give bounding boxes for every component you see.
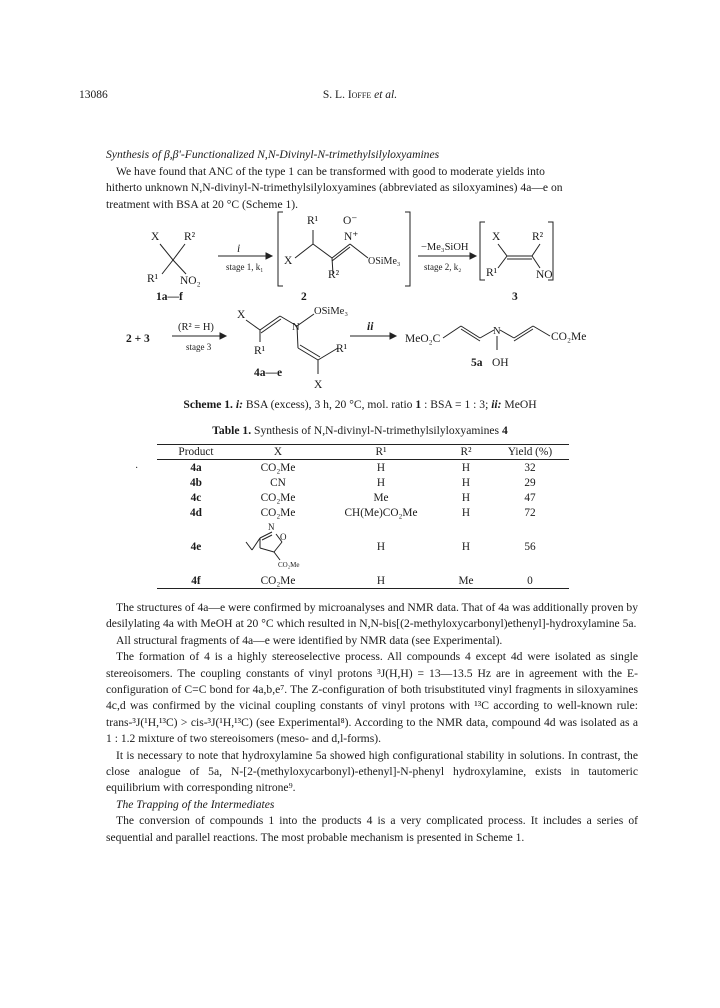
scheme-caption-one: 1 (415, 398, 422, 411)
scheme-1 (100, 208, 640, 394)
table-row (157, 505, 569, 520)
paragraph-structures: The structures of 4a—e were confirmed by microanalyses and NMR data. That of 4a was additionally proven by desilylating 4a with MeOH at 20 °C which resulted in N,N-bis[(2-methyloxycarbonyl)ethenyl]-hydroxylamine 5a. (106, 601, 638, 631)
c3-no: NO (536, 269, 553, 281)
scheme-caption-label: Scheme 1. (183, 398, 233, 411)
col-product: Product (157, 445, 235, 460)
scheme-caption-text1: BSA (excess), 3 h, 20 °C, mol. ratio (242, 398, 416, 411)
step-i: i (237, 243, 241, 255)
table-caption-text: Synthesis of N,N-divinyl-N-trimethylsilyloxyamines (251, 424, 502, 437)
intro-line-1: We have found that ANC of the type 1 can be transformed with good to moderate yields into (116, 165, 545, 178)
c4-x-bottom: X (314, 379, 323, 391)
c1-r2: R² (184, 231, 196, 243)
c2-nplus: N⁺ (344, 231, 359, 243)
col-yield: Yield (%) (491, 445, 569, 460)
stage3-condition: (R² = H) (178, 322, 214, 333)
table-row (157, 475, 569, 490)
compound-1-label: 1a—f (156, 291, 183, 303)
c1-x: X (151, 231, 160, 243)
cell-r2: H (461, 476, 471, 489)
cell-product: 4f (157, 573, 235, 589)
paragraph-conversion: The conversion of compounds 1 into the products 4 is a very complicated process. It includes a series of sequential and parallel reactions. The most probable mechanism is presented in Scheme 1. (106, 814, 638, 844)
cell-r1: CH(Me)CO₂Me (344, 506, 418, 519)
header-author: S. L. Ioffe (322, 89, 372, 101)
page-number: 13086 (79, 89, 108, 101)
compound-3-label: 3 (512, 291, 518, 303)
cell-x: CO₂Me (260, 461, 296, 474)
body-text (106, 600, 638, 846)
intro-paragraph (106, 164, 638, 213)
c3-r1: R¹ (486, 267, 498, 279)
scheme-caption-text2: : BSA = 1 : 3; (421, 398, 492, 411)
c2-r2: R² (328, 269, 340, 281)
stage2-label: stage 2, k₂ (424, 262, 462, 272)
stage3-label: stage 3 (186, 342, 212, 352)
scheme-1-drawing (100, 208, 640, 394)
c2-r1: R¹ (307, 215, 319, 227)
cell-product: 4d (190, 506, 202, 519)
isoxazoline-structure (238, 520, 318, 570)
cell-r2: H (461, 491, 471, 504)
compound-5a-label: 5a (471, 357, 483, 369)
c4-x-top: X (237, 309, 246, 321)
c2-x: X (284, 255, 293, 267)
c3-r2: R² (532, 231, 544, 243)
table-caption (0, 424, 720, 437)
struct-n: N (268, 522, 275, 532)
cell-r1: Me (373, 491, 389, 504)
scheme-caption-ii: ii: (491, 398, 502, 411)
margin-mark: · (135, 463, 139, 474)
cell-x: CO₂Me (260, 491, 296, 504)
compound-4-label: 4a—e (254, 367, 283, 379)
cell-r2: Me (441, 573, 491, 589)
paragraph-stereoselective: The formation of 4 is a highly stereoselective process. All compounds 4 except 4d were isolated as single stereoisomers. The coupling constants of vinyl protons ³J(H,H) = 13—13.5 Hz are in agreement with the E-configuration of C=C bond for 4a,b,e⁷. The Z-configuration of both trisubstituted vinyl fragments in siloxyamines 4c,d was confirmed by the vicinal coupling constants of vinyl protons with ¹³C according to well-known rule: trans-³J(¹H,¹³C) > cis-³J(¹H,¹³C) (see Experimental⁸). According to the NMR data, compound 4d was isolated as a 1 : 1.2 mixture of two stereoisomers (meso- and d,l-forms). (106, 650, 638, 746)
c5-oh: OH (492, 357, 509, 369)
paragraph-hydroxylamine: It is necessary to note that hydroxylamine 5a showed high configurational stability in solutions. In contrast, the close analogue of 5a, N-[2-(methyloxycarbonyl)-ethenyl]-N-phenyl hydroxylamine, exists in tautomeric equilibrium with corresponding nitrone⁹. (106, 748, 638, 795)
c4-r1-right: R¹ (336, 343, 348, 355)
c5-n: N (493, 326, 501, 337)
running-header (0, 89, 720, 101)
cell-yield: 47 (524, 491, 536, 504)
cell-product: 4a (190, 461, 202, 474)
subsection-title: The Trapping of the Intermediates (116, 797, 275, 811)
col-r2: R² (441, 445, 491, 460)
table-caption-label: Table 1. (212, 424, 252, 437)
scheme-caption-text3: MeOH (501, 398, 537, 411)
table-caption-num: 4 (501, 424, 508, 437)
me3sioh-label: −Me₃SiOH (421, 242, 469, 253)
two-plus-three: 2 + 3 (126, 333, 150, 345)
cell-yield: 29 (524, 476, 536, 489)
c5-meo2c: MeO₂C (405, 333, 441, 345)
step-ii: ii (367, 321, 374, 333)
table-row (157, 520, 569, 573)
compound-2-label: 2 (301, 291, 307, 303)
c3-x: X (492, 231, 501, 243)
cell-yield: 72 (524, 506, 536, 519)
table-row (157, 490, 569, 505)
c1-r1: R¹ (147, 273, 159, 285)
col-r1: R¹ (321, 445, 441, 460)
cell-yield: 32 (524, 461, 536, 474)
struct-co2me: CO₂Me (278, 561, 300, 569)
section-title: Synthesis of β,β'-Functionalized N,N-Divinyl-N-trimethylsilyloxyamines (106, 148, 440, 161)
c2-ominus: O⁻ (343, 215, 358, 227)
c1-no2: NO₂ (180, 275, 201, 287)
table-row (157, 573, 569, 589)
table-row (157, 460, 569, 476)
col-x: X (235, 445, 321, 460)
cell-yield: 0 (491, 573, 569, 589)
cell-product: 4e (190, 540, 202, 553)
cell-x: CN (270, 476, 286, 489)
header-etal: et al. (371, 89, 398, 101)
cell-r1: H (376, 476, 386, 489)
cell-r1: H (376, 540, 386, 553)
scheme-caption-i: i: (235, 398, 243, 411)
c4-osime3: OSiMe₃ (314, 306, 348, 317)
paragraph-fragments: All structural fragments of 4a—e were identified by NMR data (see Experimental). (116, 633, 503, 647)
scheme-caption (0, 398, 720, 411)
intro-line-2: hitherto unknown N,N-divinyl-N-trimethylsilyloxyamines (abbreviated as siloxyamines) 4a—e on (106, 181, 563, 195)
cell-r2: H (461, 506, 471, 519)
cell-product: 4c (190, 491, 202, 504)
cell-product: 4b (190, 476, 202, 489)
c2-osime3: OSiMe₃ (368, 256, 401, 267)
cell-x: CO₂Me (260, 506, 296, 519)
cell-yield: 56 (524, 540, 536, 553)
cell-x: CO₂Me (235, 573, 321, 589)
cell-x-structure (235, 520, 321, 573)
cell-r1: H (376, 461, 386, 474)
c4-r1-left: R¹ (254, 345, 266, 357)
cell-r2: H (461, 461, 471, 474)
table-header-row (157, 445, 569, 460)
cell-r1: H (321, 573, 441, 589)
c4-n: N (292, 322, 300, 333)
stage1-label: stage 1, k₁ (226, 262, 264, 272)
intro-line-3: treatment with BSA at 20 °C (Scheme 1). (106, 197, 299, 211)
c5-co2me: CO₂Me (551, 331, 587, 343)
cell-r2: H (461, 540, 471, 553)
struct-o: O (280, 532, 287, 542)
table-1 (157, 444, 569, 589)
